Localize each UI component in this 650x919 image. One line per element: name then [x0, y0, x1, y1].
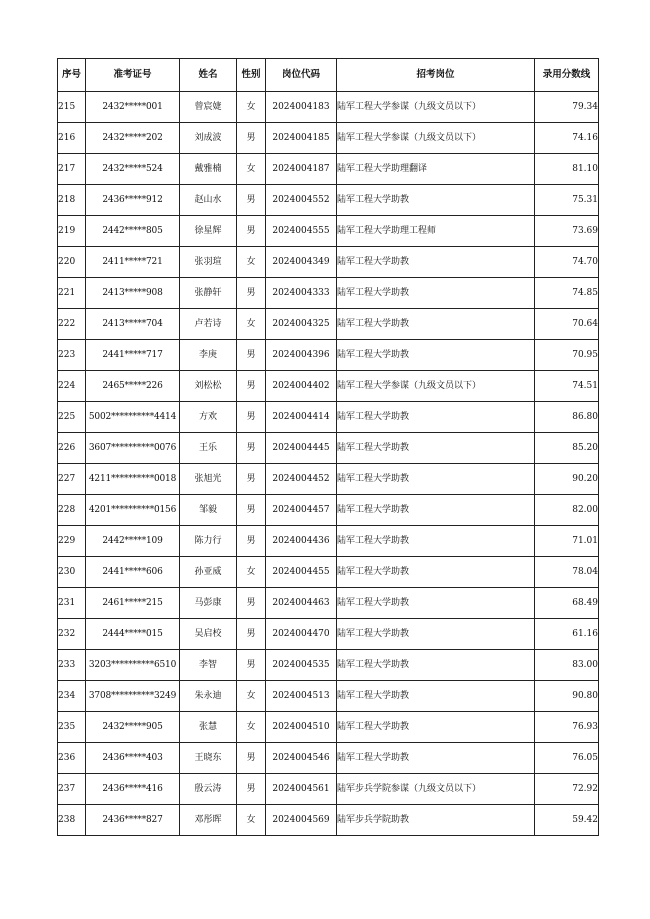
row-index: 225 [58, 402, 86, 433]
table-row [58, 371, 599, 402]
table-row [58, 495, 599, 526]
post-code: 2024004333 [266, 278, 337, 309]
admission-score: 74.51 [535, 371, 599, 402]
admission-score: 71.01 [535, 526, 599, 557]
admission-score: 86.80 [535, 402, 599, 433]
table-row [58, 650, 599, 681]
row-index: 223 [58, 340, 86, 371]
admission-score: 81.10 [535, 154, 599, 185]
post-code: 2024004463 [266, 588, 337, 619]
post-code: 2024004183 [266, 92, 337, 123]
candidate-name: 孙亚威 [180, 557, 237, 588]
ticket-number: 2436*****416 [86, 774, 180, 805]
table-row [58, 216, 599, 247]
post-title: 陆军工程大学助教 [337, 743, 535, 774]
header-index: 序号 [58, 59, 86, 92]
candidate-sex: 女 [237, 154, 266, 185]
header-row [58, 59, 599, 92]
table-row [58, 557, 599, 588]
post-code: 2024004402 [266, 371, 337, 402]
post-title: 陆军工程大学助教 [337, 650, 535, 681]
header-post-code: 岗位代码 [266, 59, 337, 92]
table-header [58, 59, 599, 92]
post-code: 2024004187 [266, 154, 337, 185]
ticket-number: 4211**********0018 [86, 464, 180, 495]
row-index: 215 [58, 92, 86, 123]
table-row [58, 681, 599, 712]
admission-score: 90.20 [535, 464, 599, 495]
candidate-sex: 女 [237, 92, 266, 123]
post-title: 陆军工程大学参谋（九级文员以下） [337, 371, 535, 402]
admission-score-table [57, 58, 599, 836]
table-body [58, 92, 599, 836]
candidate-name: 卢若诗 [180, 309, 237, 340]
candidate-sex: 男 [237, 743, 266, 774]
row-index: 224 [58, 371, 86, 402]
candidate-sex: 女 [237, 681, 266, 712]
header-post: 招考岗位 [337, 59, 535, 92]
candidate-sex: 男 [237, 278, 266, 309]
candidate-sex: 男 [237, 216, 266, 247]
candidate-name: 王乐 [180, 433, 237, 464]
row-index: 222 [58, 309, 86, 340]
post-title: 陆军工程大学助教 [337, 247, 535, 278]
candidate-sex: 男 [237, 588, 266, 619]
candidate-sex: 男 [237, 619, 266, 650]
row-index: 236 [58, 743, 86, 774]
candidate-sex: 女 [237, 557, 266, 588]
row-index: 234 [58, 681, 86, 712]
ticket-number: 2436*****827 [86, 805, 180, 836]
candidate-name: 陈力行 [180, 526, 237, 557]
post-code: 2024004325 [266, 309, 337, 340]
candidate-sex: 女 [237, 712, 266, 743]
ticket-number: 2442*****805 [86, 216, 180, 247]
candidate-name: 张旭光 [180, 464, 237, 495]
candidate-name: 邹毅 [180, 495, 237, 526]
candidate-name: 赵山水 [180, 185, 237, 216]
admission-score: 74.70 [535, 247, 599, 278]
post-code: 2024004414 [266, 402, 337, 433]
candidate-name: 徐星辉 [180, 216, 237, 247]
candidate-sex: 女 [237, 309, 266, 340]
row-index: 231 [58, 588, 86, 619]
row-index: 217 [58, 154, 86, 185]
post-title: 陆军工程大学参谋（九级文员以下） [337, 123, 535, 154]
post-title: 陆军工程大学助教 [337, 340, 535, 371]
post-title: 陆军工程大学助教 [337, 309, 535, 340]
post-title: 陆军步兵学院参谋（九级文员以下） [337, 774, 535, 805]
candidate-sex: 女 [237, 247, 266, 278]
post-code: 2024004396 [266, 340, 337, 371]
candidate-sex: 男 [237, 526, 266, 557]
admission-score: 68.49 [535, 588, 599, 619]
post-code: 2024004510 [266, 712, 337, 743]
post-title: 陆军工程大学助教 [337, 402, 535, 433]
candidate-name: 邓彤晖 [180, 805, 237, 836]
ticket-number: 4201**********0156 [86, 495, 180, 526]
post-title: 陆军工程大学参谋（九级文员以下） [337, 92, 535, 123]
table-row [58, 464, 599, 495]
row-index: 227 [58, 464, 86, 495]
admission-score: 74.16 [535, 123, 599, 154]
table-row [58, 526, 599, 557]
candidate-sex: 男 [237, 433, 266, 464]
table-row [58, 588, 599, 619]
post-code: 2024004349 [266, 247, 337, 278]
ticket-number: 2441*****717 [86, 340, 180, 371]
row-index: 229 [58, 526, 86, 557]
candidate-sex: 男 [237, 464, 266, 495]
table-row [58, 712, 599, 743]
row-index: 228 [58, 495, 86, 526]
row-index: 232 [58, 619, 86, 650]
admission-score: 78.04 [535, 557, 599, 588]
table-row [58, 805, 599, 836]
candidate-name: 殷云涛 [180, 774, 237, 805]
post-code: 2024004535 [266, 650, 337, 681]
admission-score: 85.20 [535, 433, 599, 464]
row-index: 235 [58, 712, 86, 743]
header-ticket: 准考证号 [86, 59, 180, 92]
ticket-number: 2413*****704 [86, 309, 180, 340]
row-index: 221 [58, 278, 86, 309]
candidate-sex: 男 [237, 402, 266, 433]
candidate-name: 朱永迪 [180, 681, 237, 712]
post-title: 陆军步兵学院助教 [337, 805, 535, 836]
ticket-number: 2441*****606 [86, 557, 180, 588]
post-title: 陆军工程大学助教 [337, 588, 535, 619]
table-row [58, 309, 599, 340]
post-code: 2024004555 [266, 216, 337, 247]
row-index: 237 [58, 774, 86, 805]
row-index: 219 [58, 216, 86, 247]
row-index: 238 [58, 805, 86, 836]
admission-score: 75.31 [535, 185, 599, 216]
ticket-number: 2442*****109 [86, 526, 180, 557]
table-row [58, 185, 599, 216]
admission-score: 70.64 [535, 309, 599, 340]
candidate-name: 李庚 [180, 340, 237, 371]
table-row [58, 743, 599, 774]
admission-score: 61.16 [535, 619, 599, 650]
table-row [58, 433, 599, 464]
post-title: 陆军工程大学助教 [337, 681, 535, 712]
post-code: 2024004436 [266, 526, 337, 557]
candidate-name: 马彭康 [180, 588, 237, 619]
candidate-name: 张静轩 [180, 278, 237, 309]
post-title: 陆军工程大学助教 [337, 526, 535, 557]
table-row [58, 92, 599, 123]
ticket-number: 2461*****215 [86, 588, 180, 619]
header-score: 录用分数线 [535, 59, 599, 92]
ticket-number: 2465*****226 [86, 371, 180, 402]
ticket-number: 3203**********6510 [86, 650, 180, 681]
candidate-sex: 男 [237, 650, 266, 681]
ticket-number: 2432*****202 [86, 123, 180, 154]
admission-score: 76.05 [535, 743, 599, 774]
post-title: 陆军工程大学助教 [337, 185, 535, 216]
candidate-sex: 男 [237, 340, 266, 371]
ticket-number: 5002**********4414 [86, 402, 180, 433]
post-code: 2024004445 [266, 433, 337, 464]
candidate-sex: 男 [237, 371, 266, 402]
table-row [58, 340, 599, 371]
post-title: 陆军工程大学助教 [337, 712, 535, 743]
candidate-sex: 男 [237, 495, 266, 526]
row-index: 226 [58, 433, 86, 464]
candidate-name: 张慧 [180, 712, 237, 743]
post-title: 陆军工程大学助教 [337, 278, 535, 309]
post-code: 2024004457 [266, 495, 337, 526]
candidate-name: 张羽瑄 [180, 247, 237, 278]
table-row [58, 278, 599, 309]
post-code: 2024004455 [266, 557, 337, 588]
table-row [58, 154, 599, 185]
candidate-sex: 女 [237, 805, 266, 836]
admission-score: 90.80 [535, 681, 599, 712]
admission-score: 59.42 [535, 805, 599, 836]
table-row [58, 619, 599, 650]
header-name: 姓名 [180, 59, 237, 92]
candidate-name: 吴启校 [180, 619, 237, 650]
admission-score: 79.34 [535, 92, 599, 123]
ticket-number: 2413*****908 [86, 278, 180, 309]
candidate-name: 曾宸婕 [180, 92, 237, 123]
header-sex: 性别 [237, 59, 266, 92]
post-title: 陆军工程大学助教 [337, 557, 535, 588]
post-code: 2024004561 [266, 774, 337, 805]
post-code: 2024004546 [266, 743, 337, 774]
candidate-name: 方欢 [180, 402, 237, 433]
ticket-number: 3708**********3249 [86, 681, 180, 712]
post-title: 陆军工程大学助理工程师 [337, 216, 535, 247]
table-row [58, 402, 599, 433]
row-index: 233 [58, 650, 86, 681]
admission-score: 83.00 [535, 650, 599, 681]
candidate-name: 王晓东 [180, 743, 237, 774]
candidate-name: 戴雅楠 [180, 154, 237, 185]
candidate-name: 刘成波 [180, 123, 237, 154]
admission-score: 82.00 [535, 495, 599, 526]
admission-score: 74.85 [535, 278, 599, 309]
post-code: 2024004452 [266, 464, 337, 495]
post-title: 陆军工程大学助理翻译 [337, 154, 535, 185]
post-code: 2024004470 [266, 619, 337, 650]
post-code: 2024004569 [266, 805, 337, 836]
candidate-sex: 男 [237, 185, 266, 216]
post-code: 2024004552 [266, 185, 337, 216]
post-title: 陆军工程大学助教 [337, 464, 535, 495]
table-row [58, 123, 599, 154]
admission-score: 73.69 [535, 216, 599, 247]
ticket-number: 2432*****905 [86, 712, 180, 743]
row-index: 218 [58, 185, 86, 216]
admission-score: 72.92 [535, 774, 599, 805]
candidate-sex: 男 [237, 774, 266, 805]
candidate-name: 刘松松 [180, 371, 237, 402]
ticket-number: 2411*****721 [86, 247, 180, 278]
admission-score: 76.93 [535, 712, 599, 743]
row-index: 216 [58, 123, 86, 154]
ticket-number: 2432*****001 [86, 92, 180, 123]
ticket-number: 2432*****524 [86, 154, 180, 185]
ticket-number: 2436*****912 [86, 185, 180, 216]
ticket-number: 3607**********0076 [86, 433, 180, 464]
ticket-number: 2436*****403 [86, 743, 180, 774]
post-title: 陆军工程大学助教 [337, 433, 535, 464]
row-index: 220 [58, 247, 86, 278]
post-title: 陆军工程大学助教 [337, 619, 535, 650]
table-row [58, 247, 599, 278]
ticket-number: 2444*****015 [86, 619, 180, 650]
table-row [58, 774, 599, 805]
row-index: 230 [58, 557, 86, 588]
post-code: 2024004513 [266, 681, 337, 712]
candidate-name: 李智 [180, 650, 237, 681]
post-code: 2024004185 [266, 123, 337, 154]
candidate-sex: 男 [237, 123, 266, 154]
post-title: 陆军工程大学助教 [337, 495, 535, 526]
admission-score: 70.95 [535, 340, 599, 371]
